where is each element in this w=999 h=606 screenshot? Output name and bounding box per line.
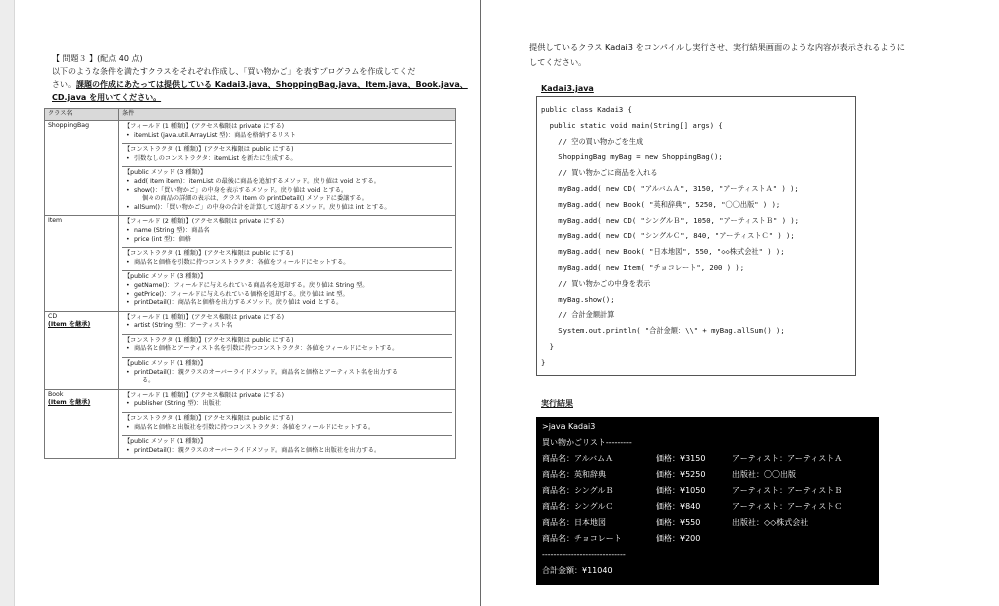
right-intro-line-2: してください。 (529, 57, 587, 67)
terminal-price: 価格：¥5250 (656, 470, 706, 479)
section-title: 【コンストラクタ (1 種類)】(アクセス権限は public にする) (124, 336, 294, 344)
code-line: public class Kadai3 { (541, 105, 632, 114)
code-line: myBag.add( new Item( "チョコレート", 200 ) ); (541, 262, 745, 272)
class-name-cell (45, 311, 119, 389)
class-name: ShoppingBag (48, 122, 90, 129)
table-row (45, 389, 456, 459)
terminal-list-header: 買い物かごリスト--------- (542, 438, 632, 447)
section-title: 【フィールド (1 種類)】(アクセス権限は private にする) (124, 123, 285, 130)
terminal-extra: アーティスト：アーティストＡ (732, 454, 843, 463)
class-name: Item (48, 217, 63, 225)
terminal-price: 価格：¥1050 (656, 486, 706, 495)
condition-section (122, 121, 452, 144)
terminal-output (536, 417, 879, 585)
condition-item: • getName()：フィールドに与えられている商品名を返却する。戻り値は String 型。 (122, 282, 452, 291)
condition-section (122, 413, 452, 436)
condition-cell (119, 311, 456, 389)
condition-item: • 商品名と価格と出版社を引数に持つコンストラクタ：各値をフィールドにセットする。 (122, 424, 452, 433)
table-row (45, 311, 456, 389)
terminal-extra: アーティスト：アーティストＣ (732, 502, 843, 511)
requirements-table (44, 108, 456, 459)
section-title: 【コンストラクタ (1 種類)】(アクセス権限は public にする) (124, 250, 294, 258)
terminal-extra: アーティスト：アーティストＢ (732, 486, 843, 495)
terminal-name: 商品名：日本地図 (542, 518, 606, 527)
condition-continuation: る。 (142, 377, 155, 385)
code-line: // 買い物かごの中身を表示 (541, 278, 651, 288)
code-line: System.out.println( "合計金額：\\" + myBag.allSum() ); (541, 326, 785, 336)
terminal-item-row (542, 451, 873, 467)
condition-section (122, 335, 452, 358)
terminal-name: 商品名：シングルＢ (542, 486, 614, 495)
class-name: Book (48, 390, 64, 398)
condition-item: • allSum()：「買い物かご」の中身の合計を計算して返却するメソッド。戻り値は int とする。 (122, 204, 452, 213)
section-title: 【public メソッド (1 種類)】 (124, 438, 207, 446)
condition-section (122, 167, 452, 215)
condition-section (122, 312, 452, 335)
condition-item: • printDetail()：親クラスのオーバーライドメソッド。商品名と価格とアーティスト名を出力する (122, 369, 452, 378)
code-line: ShoppingBag myBag = new ShoppingBag(); (541, 152, 723, 162)
right-document-page (481, 0, 999, 606)
section-title: 【フィールド (1 種類)】(アクセス権限は private にする) (124, 391, 285, 399)
class-name-cell (45, 121, 119, 216)
terminal-name: 商品名：英和辞典 (542, 470, 606, 479)
result-title: 実行結果 (541, 399, 573, 408)
terminal-item-row (542, 467, 873, 483)
condition-item: • printDetail()：親クラスのオーバーライドメソッド。商品名と価格と出版社を出力する。 (122, 447, 452, 456)
terminal-name: 商品名：シングルＣ (542, 502, 614, 511)
terminal-extra: 出版社：〇〇出版 (732, 470, 796, 479)
terminal-price: 価格：¥840 (656, 502, 701, 511)
code-line: myBag.add( new Book( "日本地図", 550, "◇◇株式会社" ) ); (541, 247, 785, 257)
condition-item: • printDetail()：商品名と価格を出力するメソッド。戻り値は void とする。 (122, 299, 452, 308)
terminal-name: 商品名：アルバムＡ (542, 454, 614, 463)
code-line: myBag.show(); (541, 294, 615, 304)
terminal-item-row (542, 515, 873, 531)
table-row (45, 216, 456, 311)
table-row (45, 121, 456, 216)
terminal-extra: 出版社：◇◇株式会社 (732, 518, 809, 527)
condition-section (122, 216, 452, 248)
terminal-separator: ----------------------------- (542, 550, 626, 559)
condition-cell (119, 121, 456, 216)
terminal-price: 価格：¥3150 (656, 454, 706, 463)
condition-item: • show()：「買い物かご」の中身を表示するメソッド。戻り値は void とする。 (122, 187, 452, 196)
condition-item: • add( Item item)：itemList の最後に商品を追加するメソッド。戻り値は void とする。 (122, 178, 452, 187)
section-title: 【フィールド (2 種類)】(アクセス権限は private にする) (124, 218, 285, 226)
terminal-total: 合計金額：¥11040 (542, 566, 613, 575)
page-gutter (0, 0, 15, 606)
condition-item: • 商品名と価格を引数に持つコンストラクタ：各値をフィールドにセットする。 (122, 259, 452, 268)
code-line: myBag.add( new CD( "アルバムＡ", 3150, "アーティストＡ" ) ); (541, 183, 799, 193)
code-line: myBag.add( new CD( "シングルＢ", 1050, "アーティストＢ" ) ); (541, 215, 800, 225)
terminal-item-row (542, 531, 873, 547)
code-line: } (541, 357, 546, 367)
intro-line-2: さい。課題の作成にあたっては提供している Kadai3.java、ShoppingBag.java、Item.java、Book.java、 (52, 80, 468, 89)
condition-item: • 商品名と価格とアーティスト名を引数に持つコンストラクタ：各値をフィールドにセットする。 (122, 345, 452, 354)
class-name-cell (45, 216, 119, 311)
condition-item: • publisher (String 型)：出版社 (122, 400, 452, 409)
condition-section (122, 436, 452, 458)
condition-continuation: 個々の商品の詳細の表示は、クラス Item の printDetail() メソッドに委譲する。 (142, 195, 368, 203)
section-title: 【public メソッド (3 種類)】 (124, 169, 207, 177)
section-title: 【public メソッド (1 種類)】 (124, 360, 207, 368)
code-line: // 空の買い物かごを生成 (541, 136, 644, 146)
condition-item: • 引数なしのコンストラクタ：itemList を新たに生成する。 (122, 155, 452, 164)
section-title: 【コンストラクタ (1 種類)】(アクセス権限は public にする) (124, 415, 294, 423)
condition-section (122, 271, 452, 310)
code-line: public static void main(String[] args) { (541, 120, 723, 130)
code-listing (536, 96, 856, 376)
condition-section (122, 144, 452, 167)
section-title: 【フィールド (1 種類)】(アクセス権限は private にする) (124, 313, 285, 321)
left-document-page (0, 0, 480, 606)
condition-section (122, 358, 452, 389)
class-name: CD (48, 312, 58, 320)
terminal-name: 商品名：チョコレート (542, 534, 622, 543)
class-inheritance: (Item を継承) (48, 321, 91, 329)
class-name-cell (45, 389, 119, 459)
code-line: myBag.add( new CD( "シングルＣ", 840, "アーティストＣ" ) ); (541, 231, 795, 241)
code-title: Kadai3.java (541, 84, 594, 93)
table-header-class: クラス名 (45, 109, 119, 121)
code-line: } (541, 341, 554, 351)
code-line: // 買い物かごに商品を入れる (541, 168, 658, 178)
code-line: // 合計金額計算 (541, 310, 615, 320)
condition-item: • itemList (java.util.ArrayList 型)：商品を格納するリスト (122, 132, 452, 141)
right-intro-line-1: 提供しているクラス Kadai3 をコンパイルし実行させ、実行結果画面のような内容が表示されるように (529, 42, 905, 52)
intro-line-1: 以下のような条件を満たすクラスをそれぞれ作成し、「買い物かご」を表すプログラムを作成してくだ (52, 67, 416, 76)
intro-line-3: CD.java を用いてください。 (52, 93, 162, 102)
class-inheritance: (Item を継承) (48, 399, 91, 407)
code-line: myBag.add( new Book( "英和辞典", 5250, "〇〇出版" ) ); (541, 199, 781, 209)
condition-cell (119, 389, 456, 459)
condition-section (122, 390, 452, 413)
terminal-price: 価格：¥550 (656, 518, 701, 527)
condition-cell (119, 216, 456, 311)
terminal-item-row (542, 499, 873, 515)
condition-item: • price (int 型)：価格 (122, 236, 452, 245)
table-header-condition: 条件 (119, 109, 456, 121)
condition-item: • getPrice()：フィールドに与えられている価格を返却する。戻り値は int 型。 (122, 291, 452, 300)
condition-item: • artist (String 型)：アーティスト名 (122, 322, 452, 331)
terminal-price: 価格：¥200 (656, 534, 701, 543)
section-title: 【public メソッド (3 種類)】 (124, 273, 207, 281)
condition-section (122, 248, 452, 271)
problem-heading: 【 問題３ 】(配点 40 点) (52, 54, 143, 63)
section-title: 【コンストラクタ (1 種類)】(アクセス権限は public にする) (124, 146, 294, 154)
terminal-item-row (542, 483, 873, 499)
condition-item: • name (String 型)：商品名 (122, 227, 452, 236)
terminal-command: >java Kadai3 (542, 422, 596, 431)
